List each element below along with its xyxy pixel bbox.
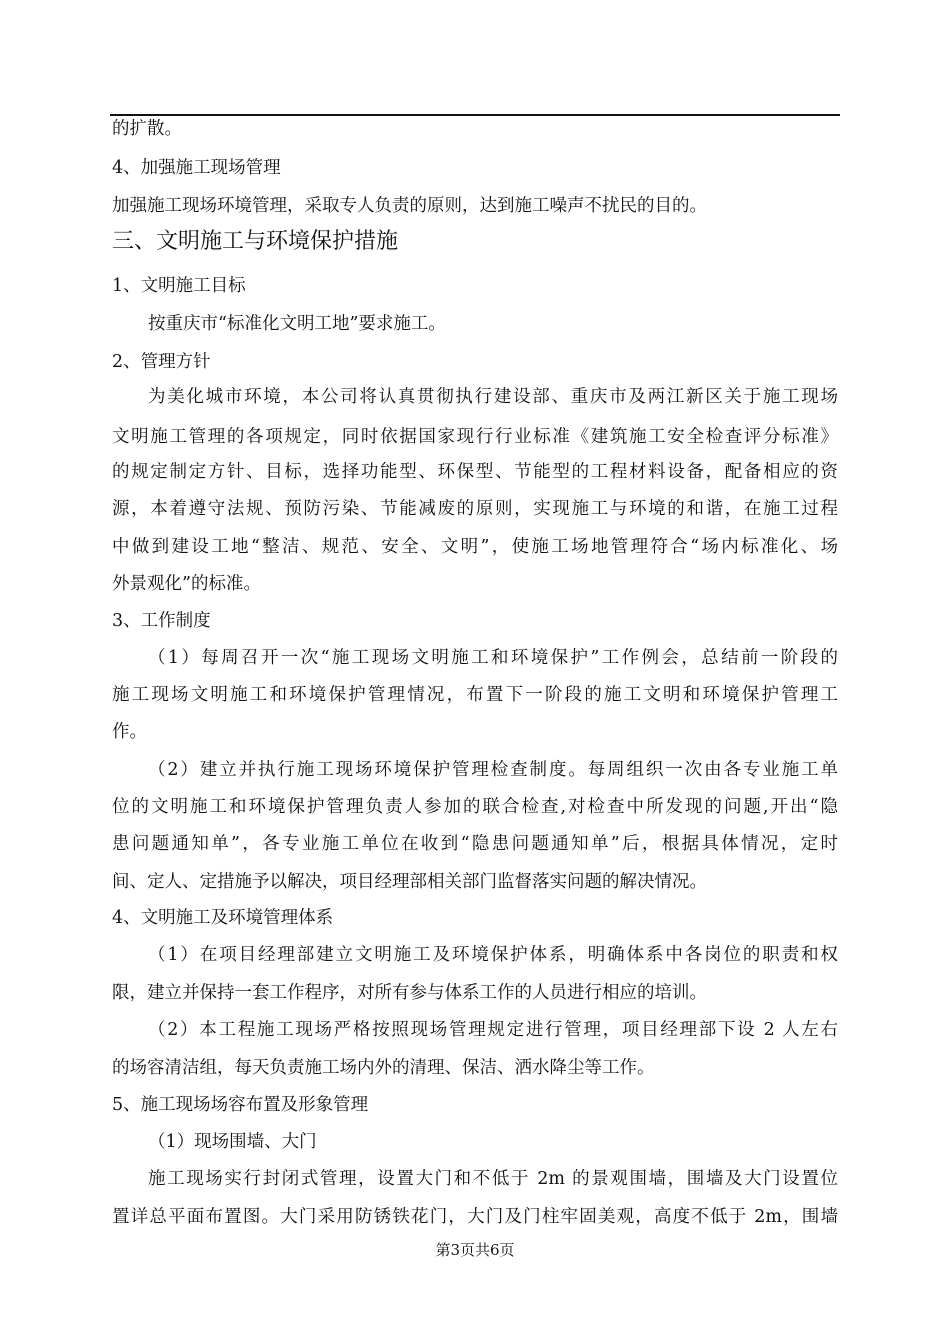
paragraph-line: 限，建立并保持一套工作程序，对所有参与体系工作的人员进行相应的培训。 bbox=[112, 983, 707, 1003]
paragraph-line: 的场容清洁组，每天负责施工场内外的清理、保洁、洒水降尘等工作。 bbox=[112, 1058, 655, 1078]
paragraph-line: （1）在项目经理部建立文明施工及环境保护体系，明确体系中各岗位的职责和权 bbox=[148, 945, 838, 965]
paragraph-line: 间、定人、定措施予以解决，项目经理部相关部门监督落实问题的解决情况。 bbox=[112, 872, 707, 892]
paragraph-line: 按重庆市“标准化文明工地”要求施工。 bbox=[148, 314, 446, 334]
paragraph-line: （1）每周召开一次“施工现场文明施工和环境保护”工作例会，总结前一阶段的 bbox=[148, 648, 838, 668]
subsection-heading: 4、加强施工现场管理 bbox=[112, 158, 281, 178]
header-rule bbox=[110, 114, 840, 116]
paragraph-line: 位的文明施工和环境保护管理负责人参加的联合检查,对检查中所发现的问题,开出“隐 bbox=[112, 797, 838, 817]
paragraph-line: 置详总平面布置图。大门采用防锈铁花门，大门及门柱牢固美观，高度不低于 2m，围墙 bbox=[112, 1207, 838, 1227]
paragraph-line: 患问题通知单”，各专业施工单位在收到“隐患问题通知单”后，根据具体情况，定时 bbox=[112, 834, 838, 854]
page-number-footer: 第3页共6页 bbox=[435, 1241, 515, 1259]
paragraph-line: 的扩散。 bbox=[112, 119, 182, 139]
paragraph-line: 施工现场实行封闭式管理，设置大门和不低于 2m 的景观围墙，围墙及大门设置位 bbox=[148, 1169, 838, 1189]
subsection-heading: 3、工作制度 bbox=[112, 611, 211, 631]
paragraph-line: （1）现场围墙、大门 bbox=[148, 1132, 317, 1152]
paragraph-line: 为美化城市环境，本公司将认真贯彻执行建设部、重庆市及两江新区关于施工现场 bbox=[148, 387, 838, 407]
paragraph-line: 施工现场文明施工和环境保护管理情况，布置下一阶段的施工文明和环境保护管理工 bbox=[112, 685, 838, 705]
paragraph-line: 文明施工管理的各项规定，同时依据国家现行行业标准《建筑施工安全检查评分标准》 bbox=[112, 427, 838, 447]
paragraph-line: 的规定制定方针、目标，选择功能型、环保型、节能型的工程材料设备，配备相应的资 bbox=[112, 462, 838, 482]
subsection-heading: 5、施工现场场容布置及形象管理 bbox=[112, 1095, 369, 1115]
paragraph-line: （2）建立并执行施工现场环境保护管理检查制度。每周组织一次由各专业施工单 bbox=[148, 760, 838, 780]
paragraph-line: （2）本工程施工现场严格按照现场管理规定进行管理，项目经理部下设 2 人左右 bbox=[148, 1020, 838, 1040]
subsection-heading: 1、文明施工目标 bbox=[112, 276, 246, 296]
section-title: 三、文明施工与环境保护措施 bbox=[112, 229, 399, 254]
paragraph-line: 源，本着遵守法规、预防污染、节能减废的原则，实现施工与环境的和谐，在施工过程 bbox=[112, 499, 838, 519]
paragraph-line: 外景观化”的标准。 bbox=[112, 574, 261, 594]
paragraph-line: 作。 bbox=[112, 722, 147, 742]
subsection-heading: 2、管理方针 bbox=[112, 352, 211, 372]
paragraph-line: 加强施工现场环境管理，采取专人负责的原则，达到施工噪声不扰民的目的。 bbox=[112, 196, 707, 216]
subsection-heading: 4、文明施工及环境管理体系 bbox=[112, 908, 334, 928]
paragraph-line: 中做到建设工地“整洁、规范、安全、文明”，使施工场地管理符合“场内标准化、场 bbox=[112, 537, 838, 557]
